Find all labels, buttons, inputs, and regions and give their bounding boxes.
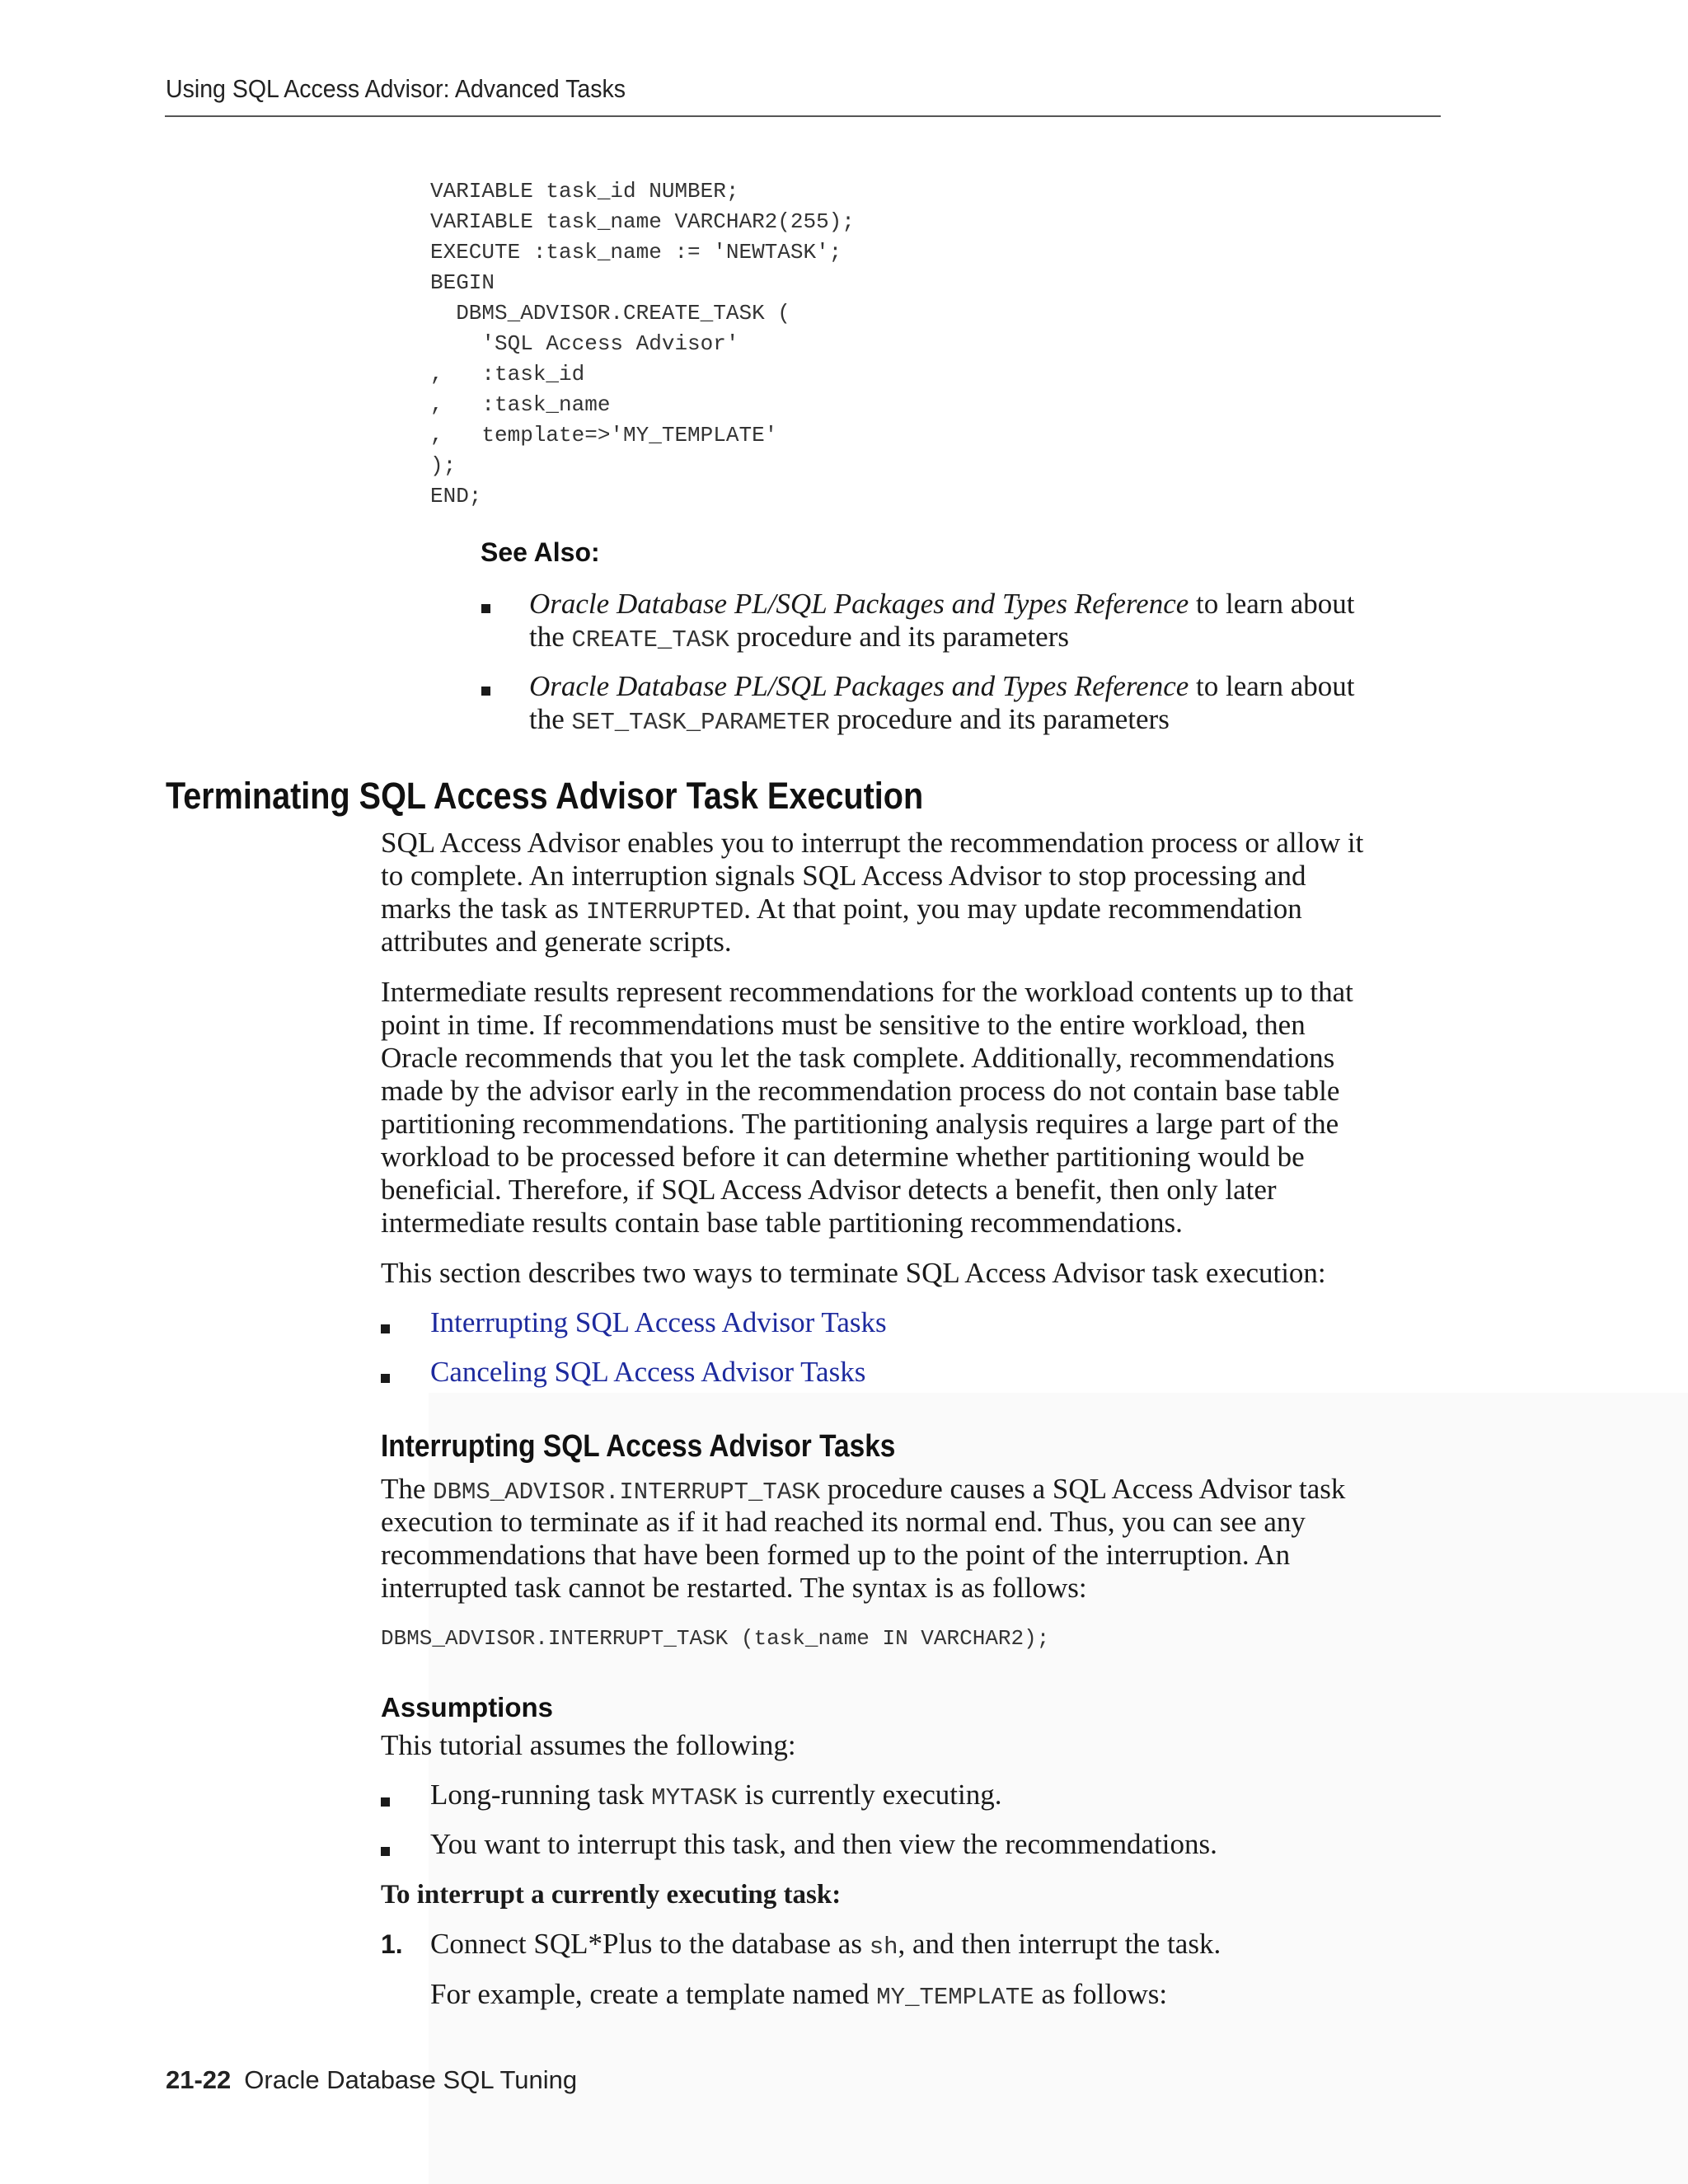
assumptions-intro: This tutorial assumes the following: <box>381 1729 796 1761</box>
see-also-item-1-line-1: Oracle Database PL/SQL Packages and Types Reference to learn about <box>529 588 1355 620</box>
link-canceling-tasks[interactable]: Canceling SQL Access Advisor Tasks <box>430 1356 866 1388</box>
link-interrupting-tasks[interactable]: Interrupting SQL Access Advisor Tasks <box>430 1306 887 1338</box>
subpara-line-4: interrupted task cannot be restarted. The syntax is as follows: <box>381 1572 1087 1604</box>
para1-line-4: attributes and generate scripts. <box>381 926 732 958</box>
para2-line-3: Oracle recommends that you let the task complete. Additionally, recommendations <box>381 1042 1335 1074</box>
assumptions-heading: Assumptions <box>381 1692 554 1722</box>
para2-line-2: point in time. If recommendations must be sensitive to the entire workload, then <box>381 1009 1306 1041</box>
subpara-line-1: The DBMS_ADVISOR.INTERRUPT_TASK procedure causes a SQL Access Advisor task <box>381 1473 1346 1506</box>
page-number: 21-22 <box>166 2065 232 2094</box>
book-title: Oracle Database SQL Tuning <box>244 2065 578 2094</box>
bullet-icon <box>381 1797 390 1807</box>
para2-line-6: workload to be processed before it can determine whether partitioning would be <box>381 1141 1305 1173</box>
procedure-title: To interrupt a currently executing task: <box>381 1880 842 1910</box>
bullet-icon <box>481 687 490 696</box>
bullet-icon <box>381 1324 390 1333</box>
code-block-create-task: VARIABLE task_id NUMBER; VARIABLE task_name VARCHAR2(255); EXECUTE :task_name := 'NEWTASK'; BEGIN DBMS_ADVISOR.CREATE_TASK ( 'SQL Access Advisor' , :task_id , :task_name , template=>'MY_TEMPLATE' ); END; <box>430 179 855 509</box>
step-number: 1. <box>381 1929 403 1959</box>
para1-line-2: to complete. An interruption signals SQL Access Advisor to stop processing and <box>381 860 1306 892</box>
para1-line-3: marks the task as INTERRUPTED. At that point, you may update recommendation <box>381 893 1302 926</box>
bullet-icon <box>381 1847 390 1856</box>
see-also-reference-2[interactable]: Oracle Database PL/SQL Packages and Types Reference <box>529 670 1189 702</box>
assumption-2: You want to interrupt this task, and then view the recommendations. <box>430 1828 1217 1860</box>
see-also-item-2-line-2: the SET_TASK_PARAMETER procedure and its parameters <box>529 703 1170 736</box>
para2-line-8: intermediate results contain base table partitioning recommendations. <box>381 1207 1183 1239</box>
step-1-text: Connect SQL*Plus to the database as sh, and then interrupt the task. <box>430 1928 1221 1961</box>
section-heading: Terminating SQL Access Advisor Task Execution <box>166 775 924 817</box>
para2-line-7: beneficial. Therefore, if SQL Access Advisor detects a benefit, then only later <box>381 1174 1277 1206</box>
bullet-icon <box>381 1374 390 1383</box>
para1-line-1: SQL Access Advisor enables you to interrupt the recommendation process or allow it <box>381 827 1364 859</box>
assumption-1: Long-running task MYTASK is currently executing. <box>430 1779 1002 1811</box>
see-also-title: See Also: <box>481 537 600 567</box>
code-syntax: DBMS_ADVISOR.INTERRUPT_TASK (task_name IN VARCHAR2); <box>381 1626 1050 1651</box>
page-footer <box>166 2065 577 2095</box>
subpara-line-2: execution to terminate as if it had reached its normal end. Thus, you can see any <box>381 1506 1306 1538</box>
see-also-item-1-line-2: the CREATE_TASK procedure and its parameters <box>529 621 1069 654</box>
bullet-icon <box>481 604 490 613</box>
see-also-reference-1[interactable]: Oracle Database PL/SQL Packages and Types Reference <box>529 588 1189 620</box>
subsection-heading: Interrupting SQL Access Advisor Tasks <box>381 1429 896 1464</box>
para2-line-1: Intermediate results represent recommendations for the workload contents up to that <box>381 976 1353 1008</box>
header-rule <box>165 115 1441 117</box>
running-header: Using SQL Access Advisor: Advanced Tasks <box>166 74 626 103</box>
example-text: For example, create a template named MY_TEMPLATE as follows: <box>430 1978 1168 2011</box>
see-also-item-2-line-1: Oracle Database PL/SQL Packages and Types Reference to learn about <box>529 670 1355 702</box>
para2-line-5: partitioning recommendations. The partitioning analysis requires a large part of the <box>381 1108 1339 1140</box>
para3: This section describes two ways to terminate SQL Access Advisor task execution: <box>381 1257 1326 1289</box>
para2-line-4: made by the advisor early in the recommendation process do not contain base table <box>381 1075 1340 1107</box>
subpara-line-3: recommendations that have been formed up to the point of the interruption. An <box>381 1539 1291 1571</box>
